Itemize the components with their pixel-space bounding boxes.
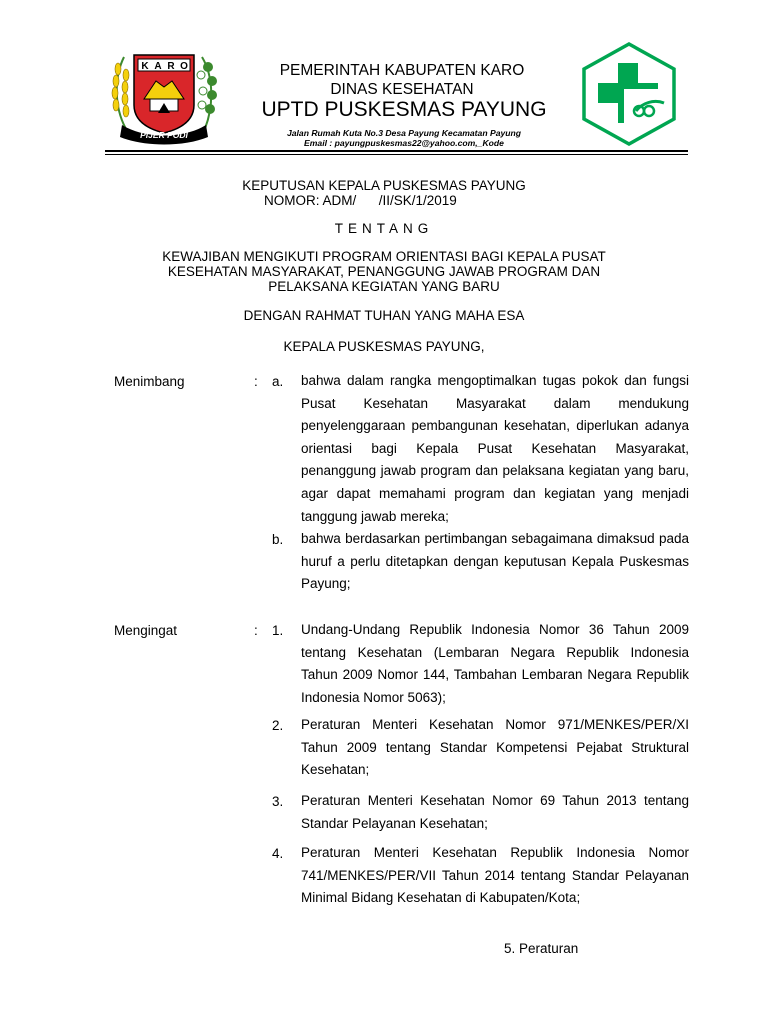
decree-number: NOMOR: ADM/ /II/SK/1/2019: [264, 193, 457, 208]
karo-regency-crest-icon: [104, 47, 224, 145]
puskesmas-hexagon-cross-logo-icon: [576, 41, 682, 147]
menimbang-item-a: bahwa dalam rangka mengoptimalkan tugas pokok dan fungsi Pusat Kesehatan Masyarakat dalam mendukung penyelenggaraan pembangunan kesehatan, diperlukan adanya orientasi bagi Kepala Pusat Kesehatan Masyarakat, penanggung jawab program dan pelaksana kegiatan yang baru, agar dapat memahami program dan kegiatan yang menjadi tanggung jawab mereka;: [301, 373, 689, 524]
mengingat-marker-3: 3.: [272, 794, 284, 809]
subject-line: PELAKSANA KEGIATAN YANG BARU: [268, 279, 500, 294]
mengingat-item-1: Undang-Undang Republik Indonesia Nomor 36 Tahun 2009 tentang Kesehatan (Lembaran Negara Republik Indonesia Tahun 2009 Nomor 144, Tambahan Lembaran Negara Republik Indonesia Nomor 5063);: [301, 622, 689, 705]
tentang-heading: TENTANG: [334, 221, 434, 236]
cotton-branch-icon: [197, 57, 217, 131]
crest-letter-o: O: [180, 61, 188, 72]
kop-office-name: DINAS KESEHATAN: [330, 81, 474, 98]
mengingat-marker-4: 4.: [272, 846, 284, 861]
kop-institution-name: UPTD PUSKESMAS PAYUNG: [261, 98, 547, 121]
kop-address: Jalan Rumah Kuta No.3 Desa Payung Kecamatan Payung: [286, 128, 521, 138]
rice-stalk-icon: [112, 57, 129, 129]
mengingat-marker-2: 2.: [272, 718, 284, 733]
mengingat-item-2: Peraturan Menteri Kesehatan Nomor 971/MENKES/PER/XI Tahun 2009 tentang Standar Kompetensi Pejabat Struktural Kesehatan;: [301, 717, 689, 778]
mengingat-marker-1: 1.: [272, 623, 284, 638]
crest-letter-r: R: [167, 61, 175, 72]
letterhead-rule-thick: [105, 150, 688, 152]
mengingat-item-4: Peraturan Menteri Kesehatan Republik Indonesia Nomor 741/MENKES/PER/VII Tahun 2014 tentang Standar Pelayanan Minimal Bidang Kesehatan di Kabupaten/Kota;: [301, 845, 689, 906]
mengingat-label: Mengingat: [114, 623, 178, 638]
crest-motto: PIJER PODI: [140, 130, 188, 140]
decree-title: KEPUTUSAN KEPALA PUSKESMAS PAYUNG: [242, 178, 526, 193]
page-continuation: 5. Peraturan: [504, 941, 579, 956]
mengingat-colon: :: [254, 623, 258, 638]
kop-email: Email : payungpuskesmas22@yahoo.com,_Kode: [304, 138, 504, 148]
letterhead-rule-thin: [105, 154, 688, 155]
crest-letter-k: K: [141, 61, 149, 72]
menimbang-marker-a: a.: [272, 374, 284, 389]
authority-line: KEPALA PUSKESMAS PAYUNG,: [283, 339, 485, 354]
mengingat-item-3: Peraturan Menteri Kesehatan Nomor 69 Tahun 2013 tentang Standar Pelayanan Kesehatan;: [301, 793, 689, 831]
subject-line: KESEHATAN MASYARAKAT, PENANGGUNG JAWAB PROGRAM DAN: [167, 264, 601, 279]
invocation: DENGAN RAHMAT TUHAN YANG MAHA ESA: [243, 308, 525, 323]
kop-government-name: PEMERINTAH KABUPATEN KARO: [279, 62, 525, 79]
menimbang-marker-b: b.: [272, 532, 284, 547]
subject-line: KEWAJIBAN MENGIKUTI PROGRAM ORIENTASI BAGI KEPALA PUSAT: [162, 249, 606, 264]
crest-letter-a: A: [154, 61, 162, 72]
menimbang-item-b: bahwa berdasarkan pertimbangan sebagaimana dimaksud pada huruf a perlu ditetapkan dengan keputusan Kepala Puskesmas Payung;: [301, 531, 689, 592]
menimbang-colon: :: [254, 374, 258, 389]
menimbang-label: Menimbang: [114, 374, 185, 389]
